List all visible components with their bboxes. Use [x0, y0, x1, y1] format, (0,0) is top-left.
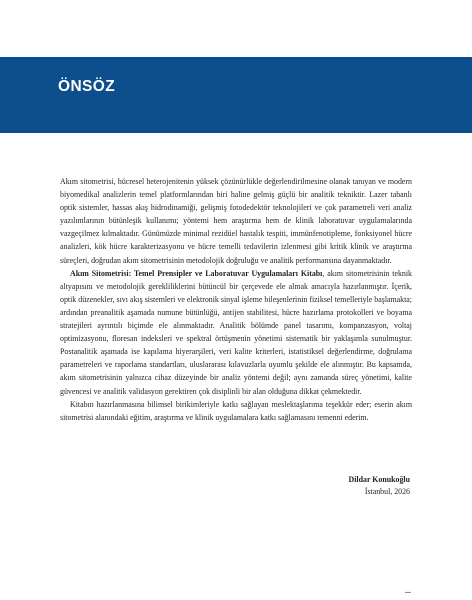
signature-block: [260, 474, 410, 498]
paragraph-book-scope: [60, 267, 412, 398]
book-title: Akım Sitometrisi: Temel Prensipler ve Laboratuvar Uygulamaları Kitabı: [70, 268, 323, 278]
place-date: İstanbul, 2026: [364, 487, 410, 496]
paragraph-intro: Akım sitometrisi, hücresel heterojenitenin yüksek çözünürlükle değerlendirilmesine olanak tanıyan ve modern biyomedikal analizlerin temel platformlarından biri haline gelmiş güçlü bir analitik tekniktir. Lazer tabanlı optik sistemler, hassas akış hidrodinamiği, gelişmiş fotodedektör teknolojileri ve çok parametreli veri analiz yazılımlarının bütünleşik kullanımı; yöntemi hem araştırma hem de klinik laboratuvar uygulamalarında vazgeçilmez kılmaktadır. Günümüzde minimal rezidüel hastalık tespiti, immünfenotipleme, fonksiyonel hücre analizleri, kök hücre karakterizasyonu ve hücre temelli tedavilerin izlenmesi gibi kritik klinik ve araştırma süreçleri, doğrudan akım sitometrisinin metodolojik doğruluğu ve analitik performansına dayanmaktadır.: [60, 177, 412, 265]
page-marker: ...: [405, 588, 411, 595]
author-name: Dildar Konukoğlu: [348, 475, 410, 484]
paragraph-thanks: Kitabın hazırlanmasına bilimsel birikimleriyle katkı sağlayan meslektaşlarıma teşekkür eder; eserin akım sitometrisi alanındaki eğitim, araştırma ve klinik uygulamalara katkı sağlamasını temenni ederim.: [60, 399, 412, 422]
page-title: ÖNSÖZ: [58, 78, 116, 95]
preface-body: [60, 175, 412, 424]
paragraph-book-scope-text: , akım sitometrisinin teknik altyapısını ve metodolojik gerekliliklerini bütüncül bir çerçevede ele almak amacıyla hazırlanmıştır. İçerik, optik düzenekler, sıvı akış sistemleri ve elektronik sinyal işleme bileşenlerinin fiziksel temelleriyle başlamakta; ardından preanalitik aşamada numune bütünlüğü, antijen stabilitesi, hücre hazırlama protokolleri ve boyama stratejileri ayrıntılı biçimde ele alınmaktadır. Analitik bölümde panel tasarımı, kompanzasyon, voltaj optimizasyonu, floresan indeksleri ve spektral örtüşmenin yönetimi sistematik bir yaklaşımla sunulmuştur. Postanalitik aşamada ise kapılama hiyerarşileri, veri kalite kriterleri, istatistiksel değerlendirme, doğrulama parametreleri ve raporlama standartları, uluslararası kılavuzlarla uyumlu şekilde ele alınmıştır. Bu kapsamda, akım sitometrisinin yalnızca cihaz düzeyinde bir analiz yöntemi değil; aynı zamanda süreç yönetimi, kalite güvencesi ve analitik validasyon gerektiren çok disiplinli bir alan olduğuna dikkat çekmektedir.: [60, 268, 412, 396]
